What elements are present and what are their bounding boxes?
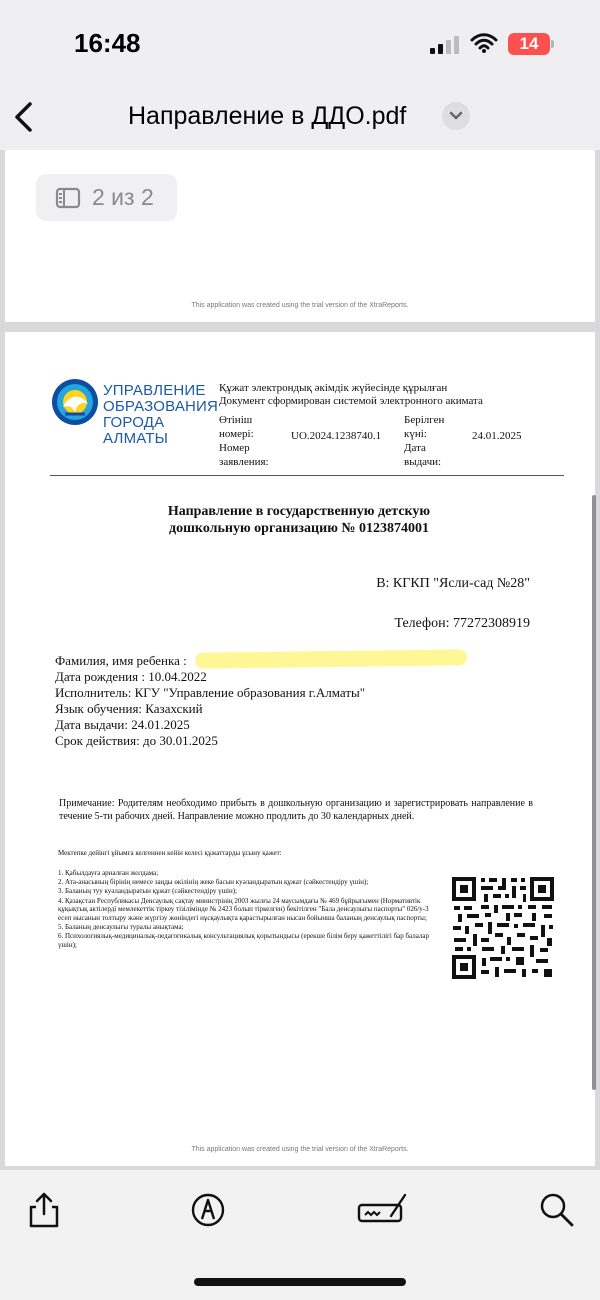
- required-document-item: 2. Ата-анасының бірінің немесе заңды өкілінің жеке басын куәландыратын құжат (сәйкестендіру үшін);: [58, 878, 369, 887]
- label-line: Өтініш: [219, 414, 253, 426]
- header-line: Документ сформирован системой электронного акимата: [219, 395, 483, 407]
- qr-code: [450, 875, 556, 981]
- battery-tip: [551, 40, 554, 48]
- pdf-page-current: [5, 332, 595, 1166]
- label-line: номері:: [219, 428, 254, 440]
- application-number-label: [219, 413, 269, 469]
- required-document-item: 5. Баланың денсаулығы туралы анықтама;: [58, 923, 184, 932]
- required-document-item: 3. Баланың туу куәландыратын құжат (сәйкестендіру үшін);: [58, 887, 237, 896]
- child-information: [55, 653, 365, 749]
- education-department-logo: [50, 377, 100, 427]
- required-document-item: 6. Психологиялық-медициналық-педагогикалық консультациялық қорытындысы (ерекше білім беру қажеттілігі бар балалар үшін);: [58, 932, 429, 950]
- document-header: [219, 382, 539, 408]
- back-chevron-icon[interactable]: [12, 100, 38, 134]
- pdf-viewer[interactable]: [0, 150, 600, 1170]
- required-document-item: 4. Қазақстан Республикасы Денсаулық сақтау министрінің 2003 жылғы 24 маусымдағы № 469 бұйрығымен (Нормативтік құқықтық актілерді мемлекеттік тіркеу тізілімінде № 2423 болып тіркелген) бекітілген "Бала денсаулығы паспорты" 026/у-3 есеп нысанын толтыру және жүргізу жөніндегі нұсқаулықта қарастырылған нысан бойынша баланың денсаулық паспорты;: [58, 896, 429, 923]
- battery-indicator: 14: [508, 33, 550, 55]
- required-document-item: 1. Қабылдауға арналған жолдама;: [58, 869, 159, 877]
- required-documents-list: [58, 869, 435, 950]
- registration-note: Примечание: Родителям необходимо прибыть в дошкольную организацию и зарегистрировать направление в течение 5-ти рабочих дней. Направление можно продлить до 30 календарных дней.: [59, 798, 533, 822]
- label-line: күні:: [404, 428, 427, 440]
- share-icon[interactable]: [22, 1188, 66, 1232]
- pdf-page-previous: [5, 150, 595, 322]
- cellular-signal-icon: [430, 34, 460, 54]
- child-name-label: Фамилия, имя ребенка :: [55, 653, 187, 668]
- recipient: В: КГКП "Ясли-сад №28": [376, 576, 530, 591]
- label-line: Номер: [219, 442, 250, 454]
- birth-date: Дата рождения : 10.04.2022: [55, 669, 207, 684]
- document-title[interactable]: Направление в ДДО.pdf: [128, 102, 407, 130]
- application-number-value: UO.2024.1238740.1: [291, 430, 382, 442]
- validity: Срок действия: до 30.01.2025: [55, 733, 218, 748]
- header-line: Құжат электрондық әкімдік жүйесінде құрылған: [219, 382, 448, 394]
- logo-line: УПРАВЛЕНИЕ: [103, 382, 206, 399]
- education-department-logo-text: [103, 383, 233, 447]
- wifi-icon: [470, 32, 498, 54]
- logo-line: ОБРАЗОВАНИЯ: [103, 398, 219, 415]
- issue-date-text: Дата выдачи: 24.01.2025: [55, 717, 190, 732]
- trial-notice: This application was created using the trial version of the XtraReports.: [191, 302, 409, 309]
- trial-notice: This application was created using the trial version of the XtraReports.: [191, 1146, 409, 1153]
- label-line: выдачи:: [404, 456, 442, 468]
- title-line: дошкольную организацию № 0123874001: [169, 521, 429, 536]
- logo-line: ГОРОДА АЛМАТЫ: [103, 414, 169, 447]
- language: Язык обучения: Казахский: [55, 701, 203, 716]
- referral-title: [125, 503, 473, 537]
- title-menu-button[interactable]: [442, 102, 470, 130]
- status-bar: [0, 0, 600, 80]
- page-counter: [36, 174, 177, 221]
- phone-number: Телефон: 77272308919: [394, 616, 530, 631]
- signature-icon[interactable]: [356, 1188, 408, 1232]
- home-indicator[interactable]: [194, 1278, 406, 1286]
- label-line: Берілген: [404, 414, 445, 426]
- status-time: 16:48: [74, 28, 141, 58]
- header-divider: [50, 475, 564, 476]
- page-view-icon: [54, 186, 82, 210]
- bottom-toolbar: [0, 1170, 600, 1300]
- markup-pen-icon[interactable]: [186, 1188, 230, 1232]
- title-line: Направление в государственную детскую: [167, 504, 431, 519]
- required-documents-title: Мектепке дейінгі ұйымға келгеннен кейін келесі құжаттарды ұсыну қажет:: [58, 849, 282, 857]
- executor: Исполнитель: КГУ "Управление образования г.Алматы": [55, 685, 366, 700]
- search-icon[interactable]: [535, 1188, 579, 1232]
- issue-date-label: [404, 413, 444, 469]
- page-counter-text: 2 из 2: [92, 184, 154, 210]
- scroll-bar[interactable]: [592, 495, 596, 1090]
- label-line: заявления:: [219, 456, 269, 468]
- label-line: Дата: [404, 442, 426, 454]
- chevron-down-icon: [442, 102, 470, 130]
- issue-date-value: 24.01.2025: [472, 430, 522, 442]
